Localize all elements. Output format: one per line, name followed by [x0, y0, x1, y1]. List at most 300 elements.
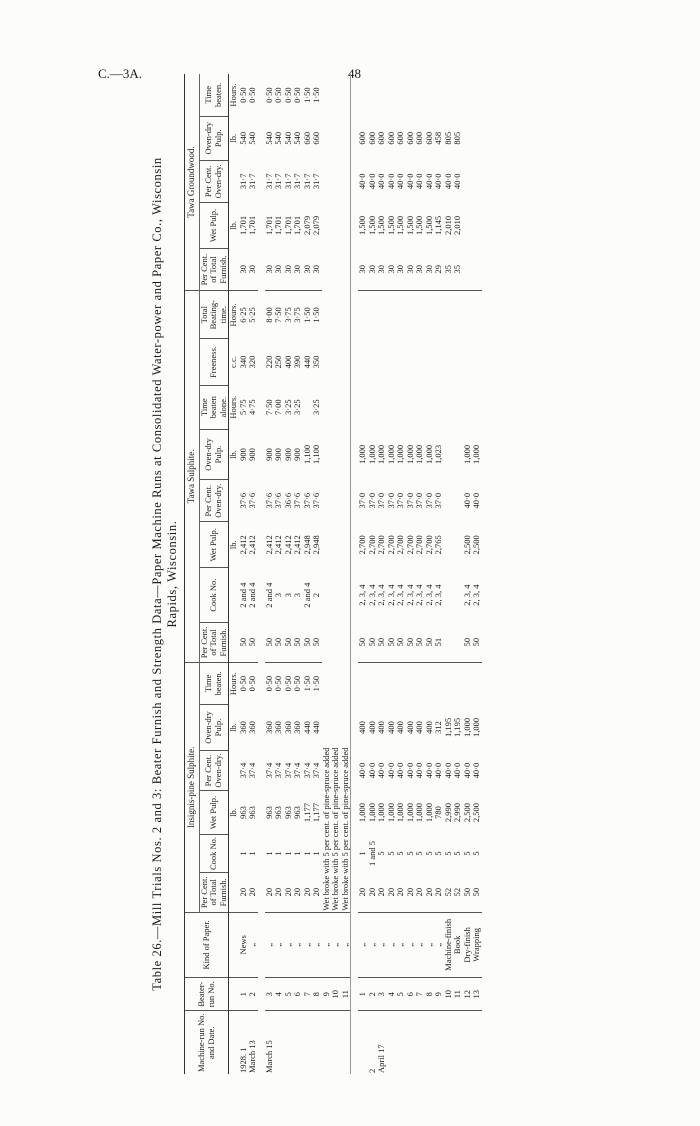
table-cell: 600	[385, 131, 396, 145]
table-cell	[358, 339, 368, 385]
table-cell: „	[303, 912, 313, 977]
table-cell: 40·0	[414, 173, 424, 190]
table-cell: 2,948	[301, 535, 312, 555]
table-cell: 37·6	[263, 492, 274, 509]
group-insignis-pine: Insignis-pine Sulphite.	[185, 662, 200, 912]
table-cell: 50	[406, 622, 416, 662]
table-cell: 900	[292, 448, 302, 461]
table-cell: 2,500	[461, 802, 472, 823]
table-cell: 440	[301, 721, 312, 734]
table-cell: 40·0	[433, 762, 443, 779]
table-cell: 2, 3, 4	[433, 584, 443, 606]
table-cell: 52	[444, 872, 454, 912]
table-cell: 11	[453, 977, 463, 1011]
table-cell: 0·50	[247, 675, 257, 692]
table-cell: 600	[414, 131, 424, 145]
table-cell: 0·50	[273, 675, 283, 692]
table-cell: 13	[472, 977, 482, 1011]
table-cell: 31·7	[282, 173, 293, 190]
table-cell: 963	[237, 806, 248, 819]
table-cell	[463, 339, 473, 385]
table-cell	[396, 385, 406, 429]
table-cell	[229, 249, 239, 291]
table-cell: 3·25	[292, 399, 302, 415]
table-cell: 40·0	[442, 762, 453, 779]
table-cell: 600	[376, 131, 386, 145]
table-cell: 40·0	[376, 762, 386, 779]
table-cell: 1,000	[376, 444, 386, 465]
table-cell: 360	[237, 721, 248, 734]
table-cell: lb.	[228, 133, 238, 143]
table-cell: „	[331, 912, 341, 977]
table-cell: 1	[247, 851, 257, 856]
table-row	[312, 74, 322, 1074]
table-cell	[377, 74, 387, 116]
table-cell: 50	[265, 622, 275, 662]
table-cell: March 13	[247, 1040, 257, 1073]
table-cell: 9	[322, 977, 332, 1011]
table-cell: lb.	[228, 723, 238, 732]
table-cell: 340	[237, 355, 248, 369]
table-cell: 20	[377, 872, 387, 912]
table-cell: 540	[292, 131, 302, 145]
table-cell: 2, 3, 4	[414, 584, 424, 606]
table-cell	[387, 1011, 397, 1074]
table-cell: 0·50	[273, 87, 283, 103]
table-cell: 1928. 1	[237, 1047, 248, 1073]
table-cell	[229, 160, 239, 202]
table-cell	[229, 751, 239, 791]
table-cell: 1,195	[442, 717, 453, 738]
table-cell: 900	[237, 448, 248, 461]
table-cell: 5	[442, 851, 453, 856]
table-cell	[229, 568, 239, 623]
table-cell: lb.	[228, 808, 238, 817]
table-cell: 540	[273, 131, 283, 145]
table-cell: „	[406, 912, 416, 977]
table-cell	[358, 291, 368, 339]
table-cell: 50	[274, 622, 284, 662]
table-cell: 2	[248, 977, 258, 1011]
table-cell	[377, 385, 387, 429]
table-cell: 20	[293, 872, 303, 912]
table-cell: 37·6	[237, 492, 248, 509]
table-cell: 35	[444, 249, 454, 291]
table-cell: 7·00	[273, 399, 283, 415]
table-cell: 1,701	[237, 215, 248, 235]
col-c-wet-pulp: Wet Pulp.	[199, 202, 229, 248]
table-cell: 7·50	[263, 399, 274, 415]
table-cell	[463, 160, 473, 202]
table-cell: 2,500	[471, 802, 481, 823]
table-cell: Hours.	[228, 83, 238, 107]
table-cell: 37·4	[273, 762, 283, 779]
table-cell	[377, 339, 387, 385]
table-cell	[358, 1011, 368, 1074]
table-cell: 2,412	[292, 535, 302, 555]
caption-line-1: Table 26.—Mill Trials Nos. 2 and 3: Beater Furnish and Strength Data—Paper Machine Runs at Consolidated Water-power and Paper Co., Wisconsin	[150, 157, 164, 991]
table-cell: 1,500	[395, 215, 405, 235]
table-cell: „	[415, 912, 425, 977]
table-cell: 37·0	[366, 492, 377, 509]
table-cell: 2,412	[263, 535, 274, 555]
table-row	[248, 74, 258, 1074]
table-cell: 10	[444, 977, 454, 1011]
rotated-table-block	[150, 74, 670, 1074]
table-cell: 2 and 4	[263, 582, 274, 608]
table-cell: 3	[292, 593, 302, 598]
table-cell	[396, 662, 406, 704]
table-cell: 1,701	[247, 215, 257, 235]
table-cell	[463, 74, 473, 116]
table-cell: 1,000	[414, 444, 424, 465]
table-cell: 2 and 4	[237, 582, 248, 608]
table-cell	[444, 429, 454, 479]
col-b-cook: Cook No.	[199, 568, 229, 623]
table-cell: 1	[263, 851, 274, 856]
table-cell	[463, 202, 473, 248]
table-cell: 1,000	[423, 802, 434, 823]
table-cell: lb.	[228, 221, 238, 230]
col-b-wet-pulp: Wet Pulp.	[199, 522, 229, 568]
table-cell: 2,700	[385, 535, 396, 555]
table-cell: 5·75	[237, 399, 248, 415]
table-cell: 4	[387, 977, 397, 1011]
table-cell: 2 and 4	[247, 582, 257, 608]
table-cell: 30	[377, 249, 387, 291]
table-cell: 20	[274, 872, 284, 912]
table-cell: 1,000	[395, 802, 405, 823]
table-cell: 40·0	[452, 173, 462, 190]
table-cell: 50	[425, 622, 435, 662]
col-a-oven-dry-pulp: Oven-dry Pulp.	[199, 704, 229, 750]
table-cell: 2, 3, 4	[366, 584, 377, 606]
table-cell: 20	[387, 872, 397, 912]
table-cell: 900	[282, 448, 293, 461]
table-cell: 37·0	[376, 492, 386, 509]
table-cell: 5	[404, 851, 415, 856]
table-cell: „	[274, 912, 284, 977]
table-cell: March 15	[263, 1040, 274, 1073]
table-cell: 2, 3, 4	[461, 584, 472, 606]
table-cell: 1	[357, 851, 367, 856]
table-cell: Hours.	[228, 303, 238, 327]
table-cell	[472, 662, 482, 704]
table-cell: 1	[237, 851, 248, 856]
table-cell: 40·0	[376, 173, 386, 190]
table-cell: 20	[434, 872, 444, 912]
table-cell: 1,500	[357, 215, 367, 235]
table-cell: 40·0	[461, 762, 472, 779]
table-cell: 1,000	[461, 444, 472, 465]
table-cell: 30	[387, 249, 397, 291]
table-cell: 1	[292, 851, 302, 856]
table-row	[472, 74, 482, 1074]
table-cell: 20	[368, 872, 378, 912]
col-a-wet-pulp: Wet Pulp.	[199, 790, 229, 834]
table-cell	[444, 385, 454, 429]
table-cell: 5	[396, 977, 406, 1011]
table-body	[229, 74, 482, 1074]
col-c-percent-furnish: Per Cent. of Total Furnish.	[199, 249, 229, 291]
table-cell: 7·50	[273, 307, 283, 323]
table-cell	[312, 1011, 322, 1074]
table-cell: 30	[284, 249, 294, 291]
table-cell: 250	[273, 355, 283, 369]
table-cell: 37·6	[311, 492, 321, 509]
caption-line-2: Rapids, Wisconsin.	[165, 520, 179, 628]
table-cell	[229, 480, 239, 522]
table-cell: 2,412	[282, 535, 293, 555]
col-kind-of-paper: Kind of Paper.	[185, 912, 229, 977]
table-cell: 400	[366, 721, 377, 734]
table-cell: 40·0	[366, 173, 377, 190]
table-cell: 2,500	[461, 535, 472, 555]
table-cell: 540	[247, 131, 257, 145]
table-cell: 20	[396, 872, 406, 912]
table-cell	[341, 1011, 351, 1074]
table-cell: 440	[311, 721, 321, 734]
col-freeness: Freeness.	[199, 339, 229, 385]
table-cell: 10	[331, 977, 341, 1011]
table-cell: 30	[239, 249, 249, 291]
table-cell: 1,000	[395, 444, 405, 465]
table-cell	[415, 662, 425, 704]
table-cell	[444, 622, 454, 662]
table-cell: 30	[303, 249, 313, 291]
table-cell: 4	[274, 977, 284, 1011]
table-cell: 6·25	[237, 307, 248, 323]
table-cell	[425, 385, 435, 429]
table-cell: 3	[282, 593, 293, 598]
table-cell	[387, 385, 397, 429]
table-cell: 1,000	[404, 802, 415, 823]
table-cell: 400	[376, 721, 386, 734]
table-cell: 37·6	[292, 492, 302, 509]
note-row	[331, 74, 341, 1074]
table-cell: 20	[284, 872, 294, 912]
table-cell: 20	[248, 872, 258, 912]
table-cell: 2, 3, 4	[423, 584, 434, 606]
table-cell: 8	[425, 977, 435, 1011]
table-cell: 6	[293, 977, 303, 1011]
table-cell: 3·75	[292, 307, 302, 323]
table-cell: 360	[292, 721, 302, 734]
table-cell: 8·00	[263, 307, 274, 323]
table-cell: 1,000	[385, 444, 396, 465]
table-cell	[444, 568, 454, 623]
table-cell	[434, 385, 444, 429]
table-cell: 50	[472, 872, 482, 912]
table-cell	[453, 339, 463, 385]
table-cell: 50	[472, 622, 482, 662]
table-cell: 963	[292, 806, 302, 819]
col-a-percent-furnish: Per Cent. of Total Furnish.	[199, 872, 229, 912]
table-cell: 31·7	[311, 173, 321, 190]
table-cell: 37·6	[247, 492, 257, 509]
table-cell	[406, 385, 416, 429]
table-cell: 1,000	[404, 444, 415, 465]
table-cell: 5·25	[247, 307, 257, 323]
table-cell: „	[377, 912, 387, 977]
table-cell: 1,701	[263, 215, 274, 235]
table-cell	[293, 1011, 303, 1074]
table-cell: 1 and 5	[366, 840, 377, 867]
table-cell: 20	[415, 872, 425, 912]
table-cell	[406, 339, 416, 385]
table-cell	[358, 662, 368, 704]
note-row	[322, 74, 332, 1074]
table-cell: 900	[247, 448, 257, 461]
table-cell: 350	[311, 355, 321, 369]
table-cell: 540	[237, 131, 248, 145]
table-cell	[434, 662, 444, 704]
table-cell	[472, 202, 482, 248]
table-cell	[444, 480, 454, 522]
table-cell: „	[312, 912, 322, 977]
table-cell: 400	[404, 721, 415, 734]
table-cell	[472, 1011, 482, 1074]
table-cell: 1,701	[282, 215, 293, 235]
table-cell: 1,500	[404, 215, 415, 235]
table-cell: 1,000	[376, 802, 386, 823]
table-cell	[453, 291, 463, 339]
table-cell: 50	[248, 622, 258, 662]
col-c-time-beaten: Time beaten.	[199, 74, 229, 116]
table-cell	[396, 1011, 406, 1074]
table-cell: 37·4	[263, 762, 274, 779]
table-cell: 2,990	[442, 802, 453, 823]
table-cell: Book	[453, 912, 463, 977]
table-cell: April 17	[376, 1044, 386, 1073]
table-cell: Dry-finish	[463, 912, 473, 977]
table-cell: 31·7	[247, 173, 257, 190]
table-cell: 40·0	[461, 492, 472, 509]
table-cell: 440	[301, 355, 312, 369]
table-cell: 963	[263, 806, 274, 819]
table-cell: 963	[247, 806, 257, 819]
table-cell: 51	[434, 622, 444, 662]
table-cell	[229, 977, 239, 1011]
group-tawa-groundwood: Tawa Groundwood.	[185, 74, 200, 291]
table-cell: 50	[463, 872, 473, 912]
table-cell: 1,000	[471, 444, 481, 465]
table-cell: News	[239, 912, 249, 977]
table-cell: 40·0	[404, 762, 415, 779]
table-cell: 7	[415, 977, 425, 1011]
table-cell: 1,000	[385, 802, 396, 823]
table-cell	[396, 339, 406, 385]
table-cell: 320	[247, 355, 257, 369]
table-cell: 50	[239, 622, 249, 662]
note-row	[341, 74, 351, 1074]
table-cell: 40·0	[404, 173, 415, 190]
table-cell	[229, 872, 239, 912]
table-cell: 963	[273, 806, 283, 819]
table-cell: 40·0	[395, 762, 405, 779]
table-cell: 31·7	[237, 173, 248, 190]
table-cell: 1,177	[301, 802, 312, 823]
table-cell	[425, 1011, 435, 1074]
table-cell: 600	[404, 131, 415, 145]
table-cell: 2,700	[376, 535, 386, 555]
table-cell: 37·6	[273, 492, 283, 509]
table-cell: 37·0	[433, 492, 443, 509]
table-cell: 600	[357, 131, 367, 145]
note-text: Wet broke with 5 per cent. of pine-spruce added	[331, 74, 341, 912]
table-cell: 1,701	[292, 215, 302, 235]
table-cell: 5	[452, 851, 462, 856]
table-cell: 1,195	[452, 717, 462, 738]
table-cell: 2, 3, 4	[404, 584, 415, 606]
table-cell: 400	[357, 721, 367, 734]
table-cell: 40·0	[366, 762, 377, 779]
table-cell: 31·7	[263, 173, 274, 190]
table-cell: 30	[248, 249, 258, 291]
table-cell: 780	[433, 806, 443, 819]
table-cell: 1,000	[366, 802, 377, 823]
table-cell: 1	[358, 977, 368, 1011]
table-cell	[331, 1011, 341, 1074]
table-cell: 2, 3, 4	[471, 584, 481, 606]
table-cell	[284, 1011, 294, 1074]
table-cell: 52	[453, 872, 463, 912]
table-cell	[415, 1011, 425, 1074]
table-cell: 1·50	[311, 675, 321, 692]
table-cell: 805	[442, 131, 453, 145]
table-cell	[229, 622, 239, 662]
table-cell: 20	[312, 872, 322, 912]
table-cell: „	[425, 912, 435, 977]
table-cell: 37·4	[292, 762, 302, 779]
col-total-beating-time: Total Beating-time.	[199, 291, 229, 339]
table-cell: 1,177	[311, 802, 321, 823]
table-cell: „	[434, 912, 444, 977]
table-cell: 0·50	[282, 675, 293, 692]
table-cell: 3·25	[282, 399, 293, 415]
table-cell: 2,010	[442, 215, 453, 235]
table-cell: 2, 3, 4	[357, 584, 367, 606]
table-cell: 37·4	[247, 762, 257, 779]
page-number: 48	[348, 66, 361, 81]
table-cell	[453, 74, 463, 116]
table-cell: 600	[423, 131, 434, 145]
col-b-oven-dry-pulp: Oven-dry Pulp.	[199, 429, 229, 479]
table-cell: 5	[385, 851, 396, 856]
table-cell	[415, 385, 425, 429]
table-cell: 37·0	[414, 492, 424, 509]
table-cell: 3	[273, 593, 283, 598]
table-cell	[406, 291, 416, 339]
col-beater-run: Beater-run No.	[185, 977, 229, 1011]
table-cell: 3	[377, 977, 387, 1011]
table-cell: lb.	[228, 450, 238, 459]
table-cell: 37·0	[404, 492, 415, 509]
furnish-table	[184, 74, 482, 1074]
table-cell: 360	[273, 721, 283, 734]
table-cell: 1,500	[385, 215, 396, 235]
table-cell	[472, 339, 482, 385]
table-cell	[322, 1011, 332, 1074]
table-cell	[444, 74, 454, 116]
table-cell: 0·50	[292, 675, 302, 692]
table-cell: „	[265, 912, 275, 977]
table-cell: 0·50	[263, 87, 274, 103]
table-cell	[463, 291, 473, 339]
table-cell: 37·4	[237, 762, 248, 779]
table-cell: 2,079	[301, 215, 312, 235]
table-cell	[377, 291, 387, 339]
